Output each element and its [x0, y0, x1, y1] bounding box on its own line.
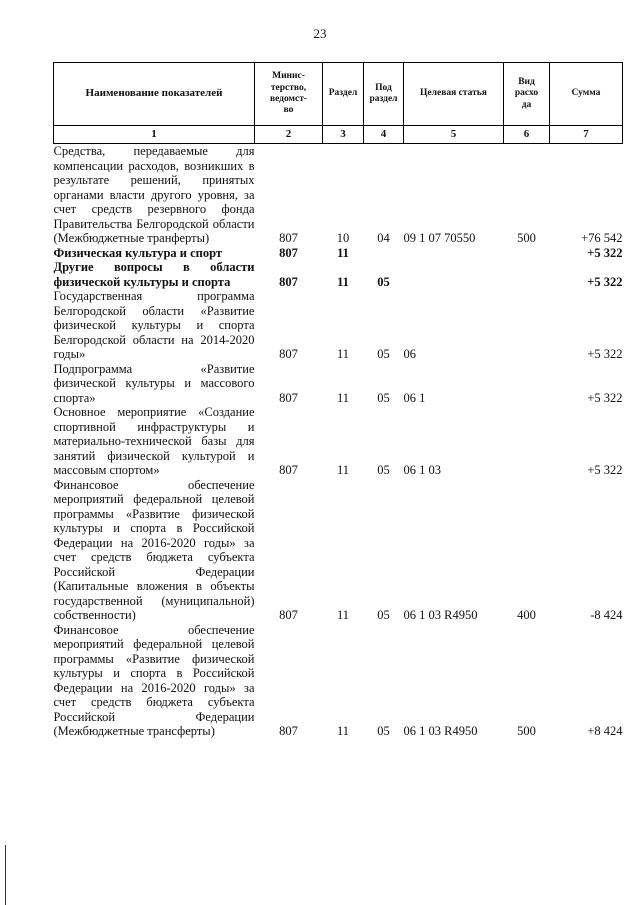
row-razdel-cell: 11: [336, 724, 350, 738]
row-vid-cell: [504, 405, 550, 478]
table-row: [54, 144, 623, 246]
header-ministry: Минис- терство, ведомст- во: [255, 63, 323, 126]
row-podrazdel-cell: 05: [377, 724, 390, 738]
column-number: 4: [364, 126, 404, 144]
row-ministry-cell: 807: [279, 463, 298, 477]
row-target-cell: 06 1 03 R4950: [403, 608, 478, 622]
header-target: Целевая статья: [404, 63, 504, 126]
header-razdel: Раздел: [323, 63, 364, 126]
row-razdel-cell: 11: [337, 274, 349, 289]
row-vid-cell: [504, 362, 550, 406]
row-name-cell: Другие вопросы в области физической культуры и спорта: [53, 260, 255, 289]
column-number: 7: [550, 126, 623, 144]
row-podrazdel-cell: 05: [377, 347, 390, 361]
row-razdel-cell: 11: [336, 463, 350, 477]
row-sum-cell: +5 322: [587, 390, 623, 405]
row-ministry-cell: 807: [279, 390, 298, 405]
row-name-cell: Государственная программа Белгородской области «Развитие физической культуры и спорта Белгородской области на 2014-2020 годы»: [53, 289, 255, 361]
row-ministry-cell: 807: [279, 347, 298, 361]
table-row: [54, 623, 623, 739]
row-sum-cell: +5 322: [587, 463, 623, 477]
row-vid-cell: 400: [517, 608, 536, 622]
row-sum-cell: +5 322: [587, 245, 623, 260]
table-row: [54, 405, 623, 478]
row-sum-cell: +76 542: [581, 231, 623, 245]
row-name-cell: Подпрограмма «Развитие физической культуры и массового спорта»: [53, 361, 255, 405]
row-target-cell: 09 1 07 70550: [403, 231, 476, 245]
header-name: Наименование показателей: [54, 63, 255, 126]
table-row: [54, 478, 623, 623]
row-razdel-cell: 11: [336, 347, 350, 361]
row-sum-cell: +8 424: [587, 724, 623, 738]
header-vid: Вид расхо да: [504, 63, 550, 126]
page-number: 23: [313, 26, 327, 41]
row-razdel-cell: 11: [336, 608, 350, 622]
row-target-cell: 06 1 03 R4950: [403, 724, 478, 738]
column-number: 3: [323, 126, 364, 144]
row-razdel-cell: 10: [336, 231, 350, 245]
column-number-row: [54, 126, 623, 144]
row-name-cell: Финансовое обеспечение мероприятий федеральной целевой программы «Развитие физической культуры и спорта в Российской Федерации на 2016-2020 годы» за счет средств бюджета субъекта Российской Федерации (Капитальные вложения в объекты государственной (муниципальной) собственности): [53, 477, 255, 622]
row-podrazdel-cell: 05: [377, 274, 390, 289]
column-number: 2: [255, 126, 323, 144]
row-target-cell: 06 1 03: [403, 463, 441, 477]
row-name-cell: Физическая культура и спорт: [53, 245, 223, 260]
row-vid-cell: 500: [517, 231, 536, 245]
column-number: 1: [54, 126, 255, 144]
row-vid-cell: [504, 289, 550, 362]
header-podrazdel: Под раздел: [364, 63, 404, 126]
row-vid-cell: [504, 246, 550, 261]
table-body: [54, 144, 623, 739]
row-sum-cell: -8 424: [590, 608, 623, 622]
table-row: [54, 362, 623, 406]
row-sum-cell: +5 322: [587, 274, 623, 289]
row-ministry-cell: 807: [279, 231, 298, 245]
table-header-row: [54, 63, 623, 126]
margin-line: [5, 845, 6, 905]
row-target-cell: [404, 260, 504, 289]
row-name-cell: Финансовое обеспечение мероприятий федеральной целевой программы «Развитие физической культуры и спорта в Российской Федерации на 2016-2020 годы» за счет средств бюджета субъекта Российской Федерации (Межбюджетные трансферты): [53, 622, 255, 738]
row-ministry-cell: 807: [279, 724, 298, 738]
column-number: 6: [504, 126, 550, 144]
row-ministry-cell: 807: [279, 245, 298, 260]
row-target-cell: 06 1: [403, 390, 426, 405]
row-name-cell: Средства, передаваемые для компенсации расходов, возникших в результате решений, принятых органами власти другого уровня, за счет средств резервного фонда Правительства Белгородской области (Межбюджетные транферты): [53, 144, 255, 245]
row-vid-cell: 500: [517, 724, 536, 738]
table-row: [54, 246, 623, 261]
row-podrazdel-cell: 05: [377, 608, 390, 622]
header-sum: Сумма: [550, 63, 623, 126]
row-name-cell: Основное мероприятие «Создание спортивной инфраструктуры и материально-технической базы для занятий физической культурой и массовым спортом»: [53, 405, 255, 477]
row-podrazdel-cell: [364, 246, 404, 261]
row-ministry-cell: 807: [279, 608, 298, 622]
row-podrazdel-cell: 05: [377, 390, 390, 405]
row-podrazdel-cell: 04: [377, 231, 390, 245]
row-ministry-cell: 807: [279, 274, 298, 289]
row-razdel-cell: 11: [336, 390, 350, 405]
column-number: 5: [404, 126, 504, 144]
row-target-cell: 06: [403, 347, 416, 361]
budget-table: [53, 62, 623, 739]
row-podrazdel-cell: 05: [377, 463, 390, 477]
table-row: [54, 289, 623, 362]
row-target-cell: [404, 246, 504, 261]
row-razdel-cell: 11: [337, 245, 349, 260]
table-row: [54, 260, 623, 289]
row-vid-cell: [504, 260, 550, 289]
row-sum-cell: +5 322: [587, 347, 623, 361]
